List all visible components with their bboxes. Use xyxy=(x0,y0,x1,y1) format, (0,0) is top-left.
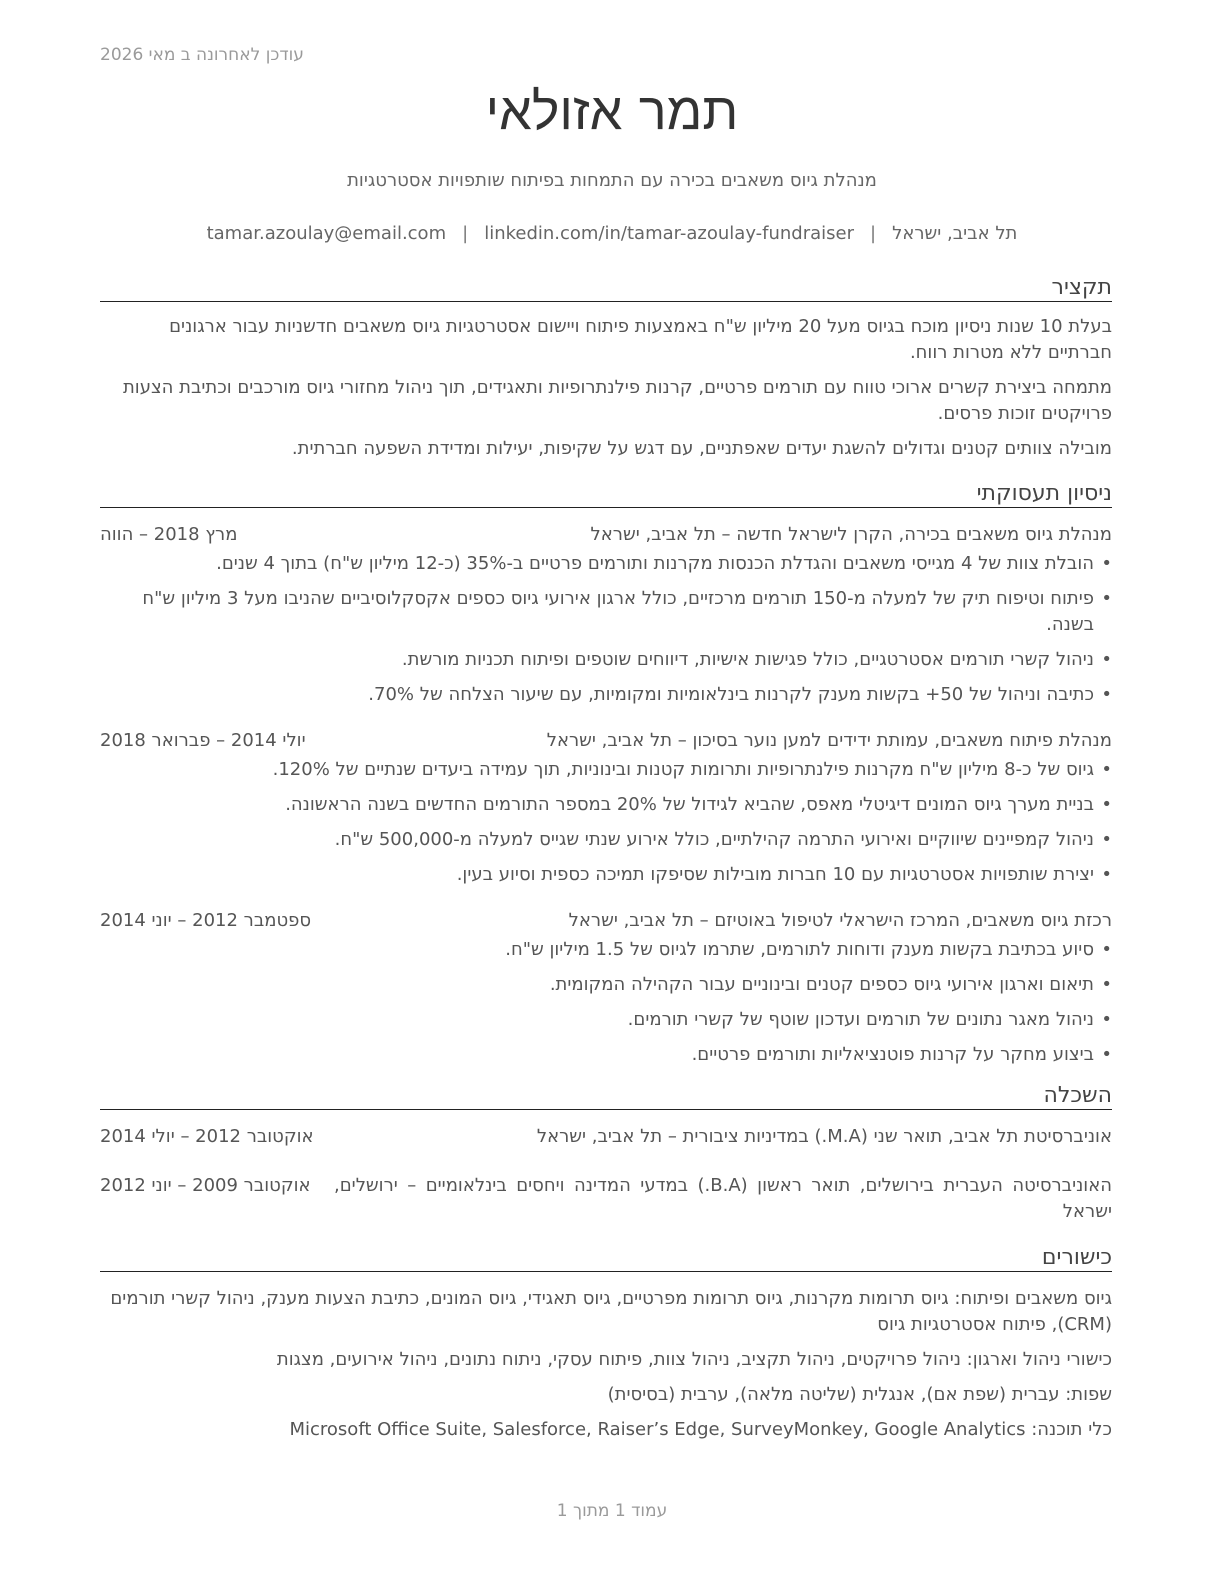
skills-line: כלי תוכנה: Microsoft Office Suite, Salesforce, Raiser’s Edge, SurveyMonkey, Google Analytics xyxy=(289,1419,1112,1440)
education-heading: השכלה xyxy=(100,1083,1112,1110)
summary-paragraph: מתמחה ביצירת קשרים ארוכי טווח עם תורמים פרטיים, קרנות פילנתרופיות ותאגידים, תוך ניהול מחזורי גיוס מורכבים וכתיבת הצעות פרויקטים זוכות פרסים. xyxy=(122,377,1112,424)
job-bullet: • הובלת צוות של 4 מגייסי משאבים והגדלת הכנסות מקרנות ותורמים פרטיים ב-35% (כ-12 מיליון ש"ח) בתוך 4 שנים. xyxy=(100,551,1112,577)
contact-linkedin[interactable]: linkedin.com/in/tamar-azoulay-fundraiser xyxy=(484,223,855,244)
education-dates: אוקטובר 2012 – יולי 2014 xyxy=(100,1126,314,1147)
job-title: מנהלת גיוס משאבים בכירה, הקרן לישראל חדשה – תל אביב, ישראל xyxy=(590,524,1112,545)
summary-section xyxy=(100,275,1112,462)
job-dates: ספטמבר 2012 – יוני 2014 xyxy=(100,910,312,931)
job-bullet: • יצירת שותפויות אסטרטגיות עם 10 חברות מובילות שסיפקו תמיכה כספית וסיוע בעין. xyxy=(100,862,1112,888)
experience-heading: ניסיון תעסוקתי xyxy=(100,481,1112,508)
job-entry xyxy=(100,728,1112,888)
education-title: האוניברסיטה העברית בירושלים, תואר ראשון (B.A.) במדעי המדינה ויחסים בינלאומיים – ירושלים, ישראל xyxy=(334,1175,1112,1222)
job-bullet: • פיתוח וטיפוח תיק של למעלה מ-150 תורמים מרכזיים, כולל ארגון אירועי גיוס כספים אקסקלוסיביים שהניבו מעל 3 מיליון ש"ח בשנה. xyxy=(100,586,1112,638)
job-bullet: • ניהול קמפיינים שיווקיים ואירועי התרמה קהילתיים, כולל אירוע שנתי שגייס למעלה מ-500,000 ש"ח. xyxy=(100,827,1112,853)
job-bullet: • ביצוע מחקר על קרנות פוטנציאליות ותורמים פרטיים. xyxy=(100,1042,1112,1068)
candidate-name: תמר אזולאי xyxy=(485,82,739,142)
education-entry xyxy=(100,1173,1112,1225)
summary-paragraph: מובילה צוותים קטנים וגדולים להשגת יעדים שאפתניים, עם דגש על שקיפות, יעילות ומדידת השפעה חברתית. xyxy=(291,438,1112,459)
job-bullet: • תיאום וארגון אירועי גיוס כספים קטנים ובינוניים עבור הקהילה המקומית. xyxy=(100,972,1112,998)
job-bullet: • גיוס של כ-8 מיליון ש"ח מקרנות פילנתרופיות ותרומות קטנות ובינוניות, תוך עמידה ביעדים שנתיים של 120%. xyxy=(100,757,1112,783)
contact-location: תל אביב, ישראל xyxy=(892,223,1018,244)
job-entry xyxy=(100,908,1112,1068)
job-entry xyxy=(100,522,1112,708)
contact-line xyxy=(0,223,1224,244)
summary-paragraph: בעלת 10 שנות ניסיון מוכח בגיוס מעל 20 מיליון ש"ח באמצעות פיתוח ויישום אסטרטגיות גיוס משאבים חדשניות עבור ארגונים חברתיים ללא מטרות רווח. xyxy=(169,316,1112,363)
job-dates: יולי 2014 – פברואר 2018 xyxy=(100,730,306,751)
job-bullet: • ניהול מאגר נתונים של תורמים ועדכון שוטף של קשרי תורמים. xyxy=(100,1007,1112,1033)
job-bullet: • כתיבה וניהול של 50+ בקשות מענק לקרנות בינלאומיות ומקומיות, עם שיעור הצלחה של 70%. xyxy=(100,682,1112,708)
education-dates: אוקטובר 2009 – יוני 2012 xyxy=(100,1175,311,1196)
contact-separator: | xyxy=(462,223,469,244)
skills-heading: כישורים xyxy=(100,1245,1112,1272)
skills-line: כישורי ניהול וארגון: ניהול פרויקטים, ניהול תקציב, ניהול צוות, פיתוח עסקי, ניתוח נתונים, ניהול אירועים, מצגות xyxy=(276,1349,1112,1370)
contact-separator: | xyxy=(870,223,877,244)
contact-email[interactable]: tamar.azoulay@email.com xyxy=(206,223,447,244)
candidate-tagline: מנהלת גיוס משאבים בכירה עם התמחות בפיתוח שותפויות אסטרטגיות xyxy=(347,170,877,191)
job-title: מנהלת פיתוח משאבים, עמותת ידידים למען נוער בסיכון – תל אביב, ישראל xyxy=(546,730,1112,751)
summary-heading: תקציר xyxy=(100,275,1112,302)
job-bullet: • סיוע בכתיבת בקשות מענק ודוחות לתורמים, שתרמו לגיוס של 1.5 מיליון ש"ח. xyxy=(100,937,1112,963)
job-bullet: • ניהול קשרי תורמים אסטרטגיים, כולל פגישות אישיות, דיווחים שוטפים ופיתוח תכניות מורשת. xyxy=(100,647,1112,673)
last-updated-note: עודכן לאחרונה ב מאי 2026 xyxy=(100,45,304,65)
job-bullet: • בניית מערך גיוס המונים דיגיטלי מאפס, שהביא לגידול של 20% במספר התורמים החדשים בשנה הראשונה. xyxy=(100,792,1112,818)
experience-section xyxy=(100,481,1112,1068)
education-entry xyxy=(100,1124,1112,1150)
education-section xyxy=(100,1083,1112,1225)
page-number: עמוד 1 מתוך 1 xyxy=(556,1501,668,1521)
skills-line: גיוס משאבים ופיתוח: גיוס תרומות מקרנות, גיוס תרומות מפרטיים, גיוס תאגידי, גיוס המונים, כתיבת הצעות מענק, ניהול קשרי תורמים (CRM), פיתוח אסטרטגיות גיוס xyxy=(110,1288,1112,1335)
job-title: רכזת גיוס משאבים, המרכז הישראלי לטיפול באוטיזם – תל אביב, ישראל xyxy=(568,910,1112,931)
job-dates: מרץ 2018 – הווה xyxy=(100,524,238,545)
skills-line: שפות: עברית (שפת אם), אנגלית (שליטה מלאה), ערבית (בסיסית) xyxy=(607,1384,1112,1405)
education-title: אוניברסיטת תל אביב, תואר שני (M.A.) במדיניות ציבורית – תל אביב, ישראל xyxy=(536,1126,1112,1147)
skills-section xyxy=(100,1245,1112,1452)
